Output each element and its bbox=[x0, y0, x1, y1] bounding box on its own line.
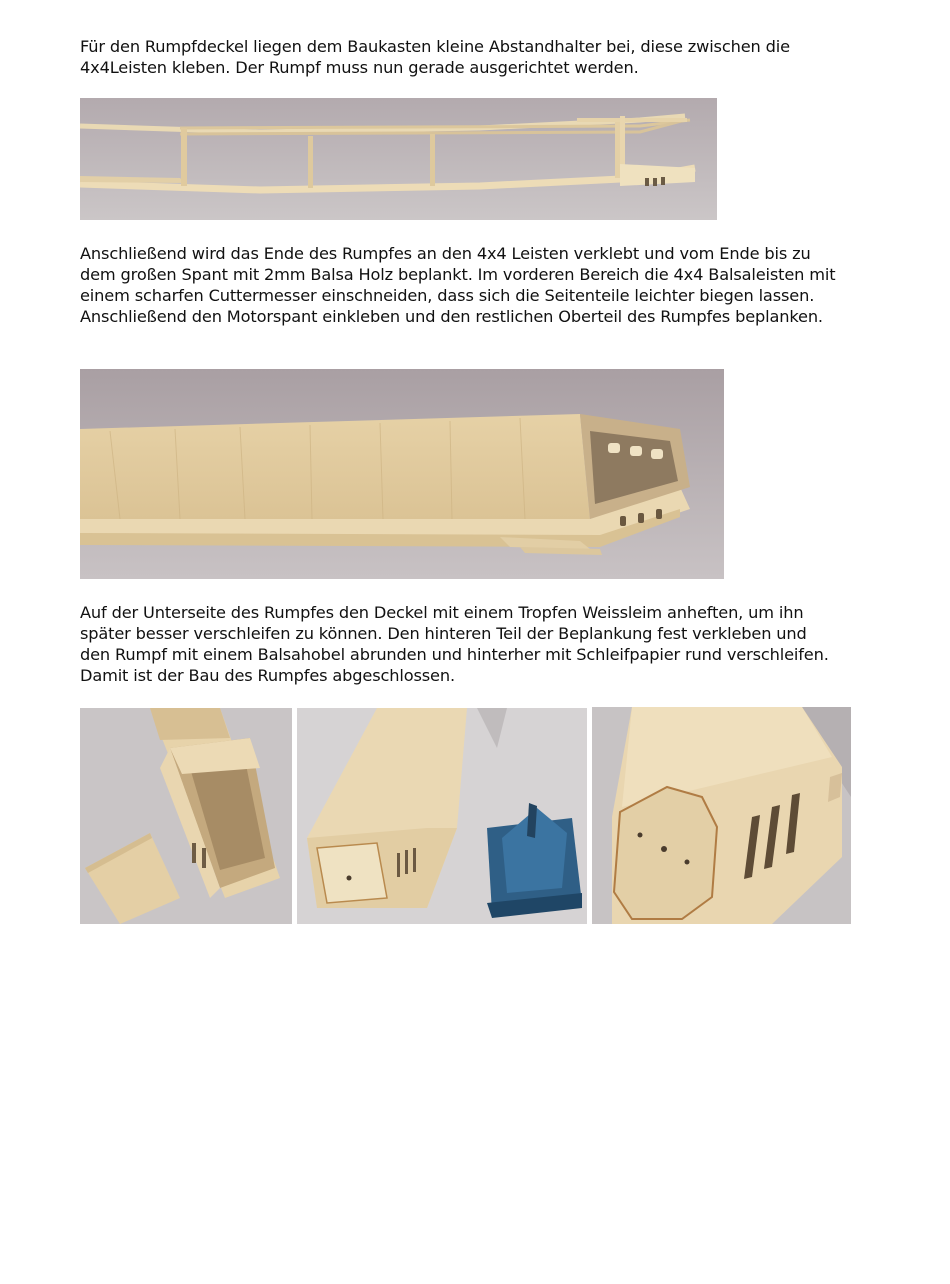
photo-fuselage-cover bbox=[80, 708, 292, 924]
text-line: Damit ist der Bau des Rumpfes abgeschlossen. bbox=[80, 666, 455, 685]
text-line: dem großen Spant mit 2mm Balsa Holz beplankt. Im vorderen Bereich die 4x4 Balsaleisten mit bbox=[80, 265, 836, 284]
text-line: Auf der Unterseite des Rumpfes den Deckel mit einem Tropfen Weissleim anheften, um ihn bbox=[80, 603, 804, 622]
text-line: Anschließend den Motorspant einkleben und den restlichen Oberteil des Rumpfes beplanken. bbox=[80, 307, 823, 326]
paragraph-3 bbox=[80, 602, 880, 686]
photo-nose-closeup bbox=[592, 707, 851, 924]
text-line: später besser verschleifen zu können. Den hinteren Teil der Beplankung fest verkleben und bbox=[80, 624, 807, 643]
photo-fuselage-frame bbox=[80, 98, 717, 220]
text-line: Für den Rumpfdeckel liegen dem Baukasten kleine Abstandhalter bei, diese zwischen die bbox=[80, 37, 790, 56]
photo-planked-fuselage bbox=[80, 369, 724, 579]
text-line: einem scharfen Cuttermesser einschneiden, dass sich die Seitenteile leichter biegen lassen. bbox=[80, 286, 815, 305]
photo-sanded-fuselage bbox=[297, 708, 587, 924]
paragraph-2 bbox=[80, 243, 880, 327]
text-line: 4x4Leisten kleben. Der Rumpf muss nun gerade ausgerichtet werden. bbox=[80, 58, 639, 77]
text-line: Anschließend wird das Ende des Rumpfes an den 4x4 Leisten verklebt und vom Ende bis zu bbox=[80, 244, 811, 263]
text-line: den Rumpf mit einem Balsahobel abrunden und hinterher mit Schleifpapier rund verschleifen. bbox=[80, 645, 829, 664]
paragraph-1 bbox=[80, 36, 880, 78]
